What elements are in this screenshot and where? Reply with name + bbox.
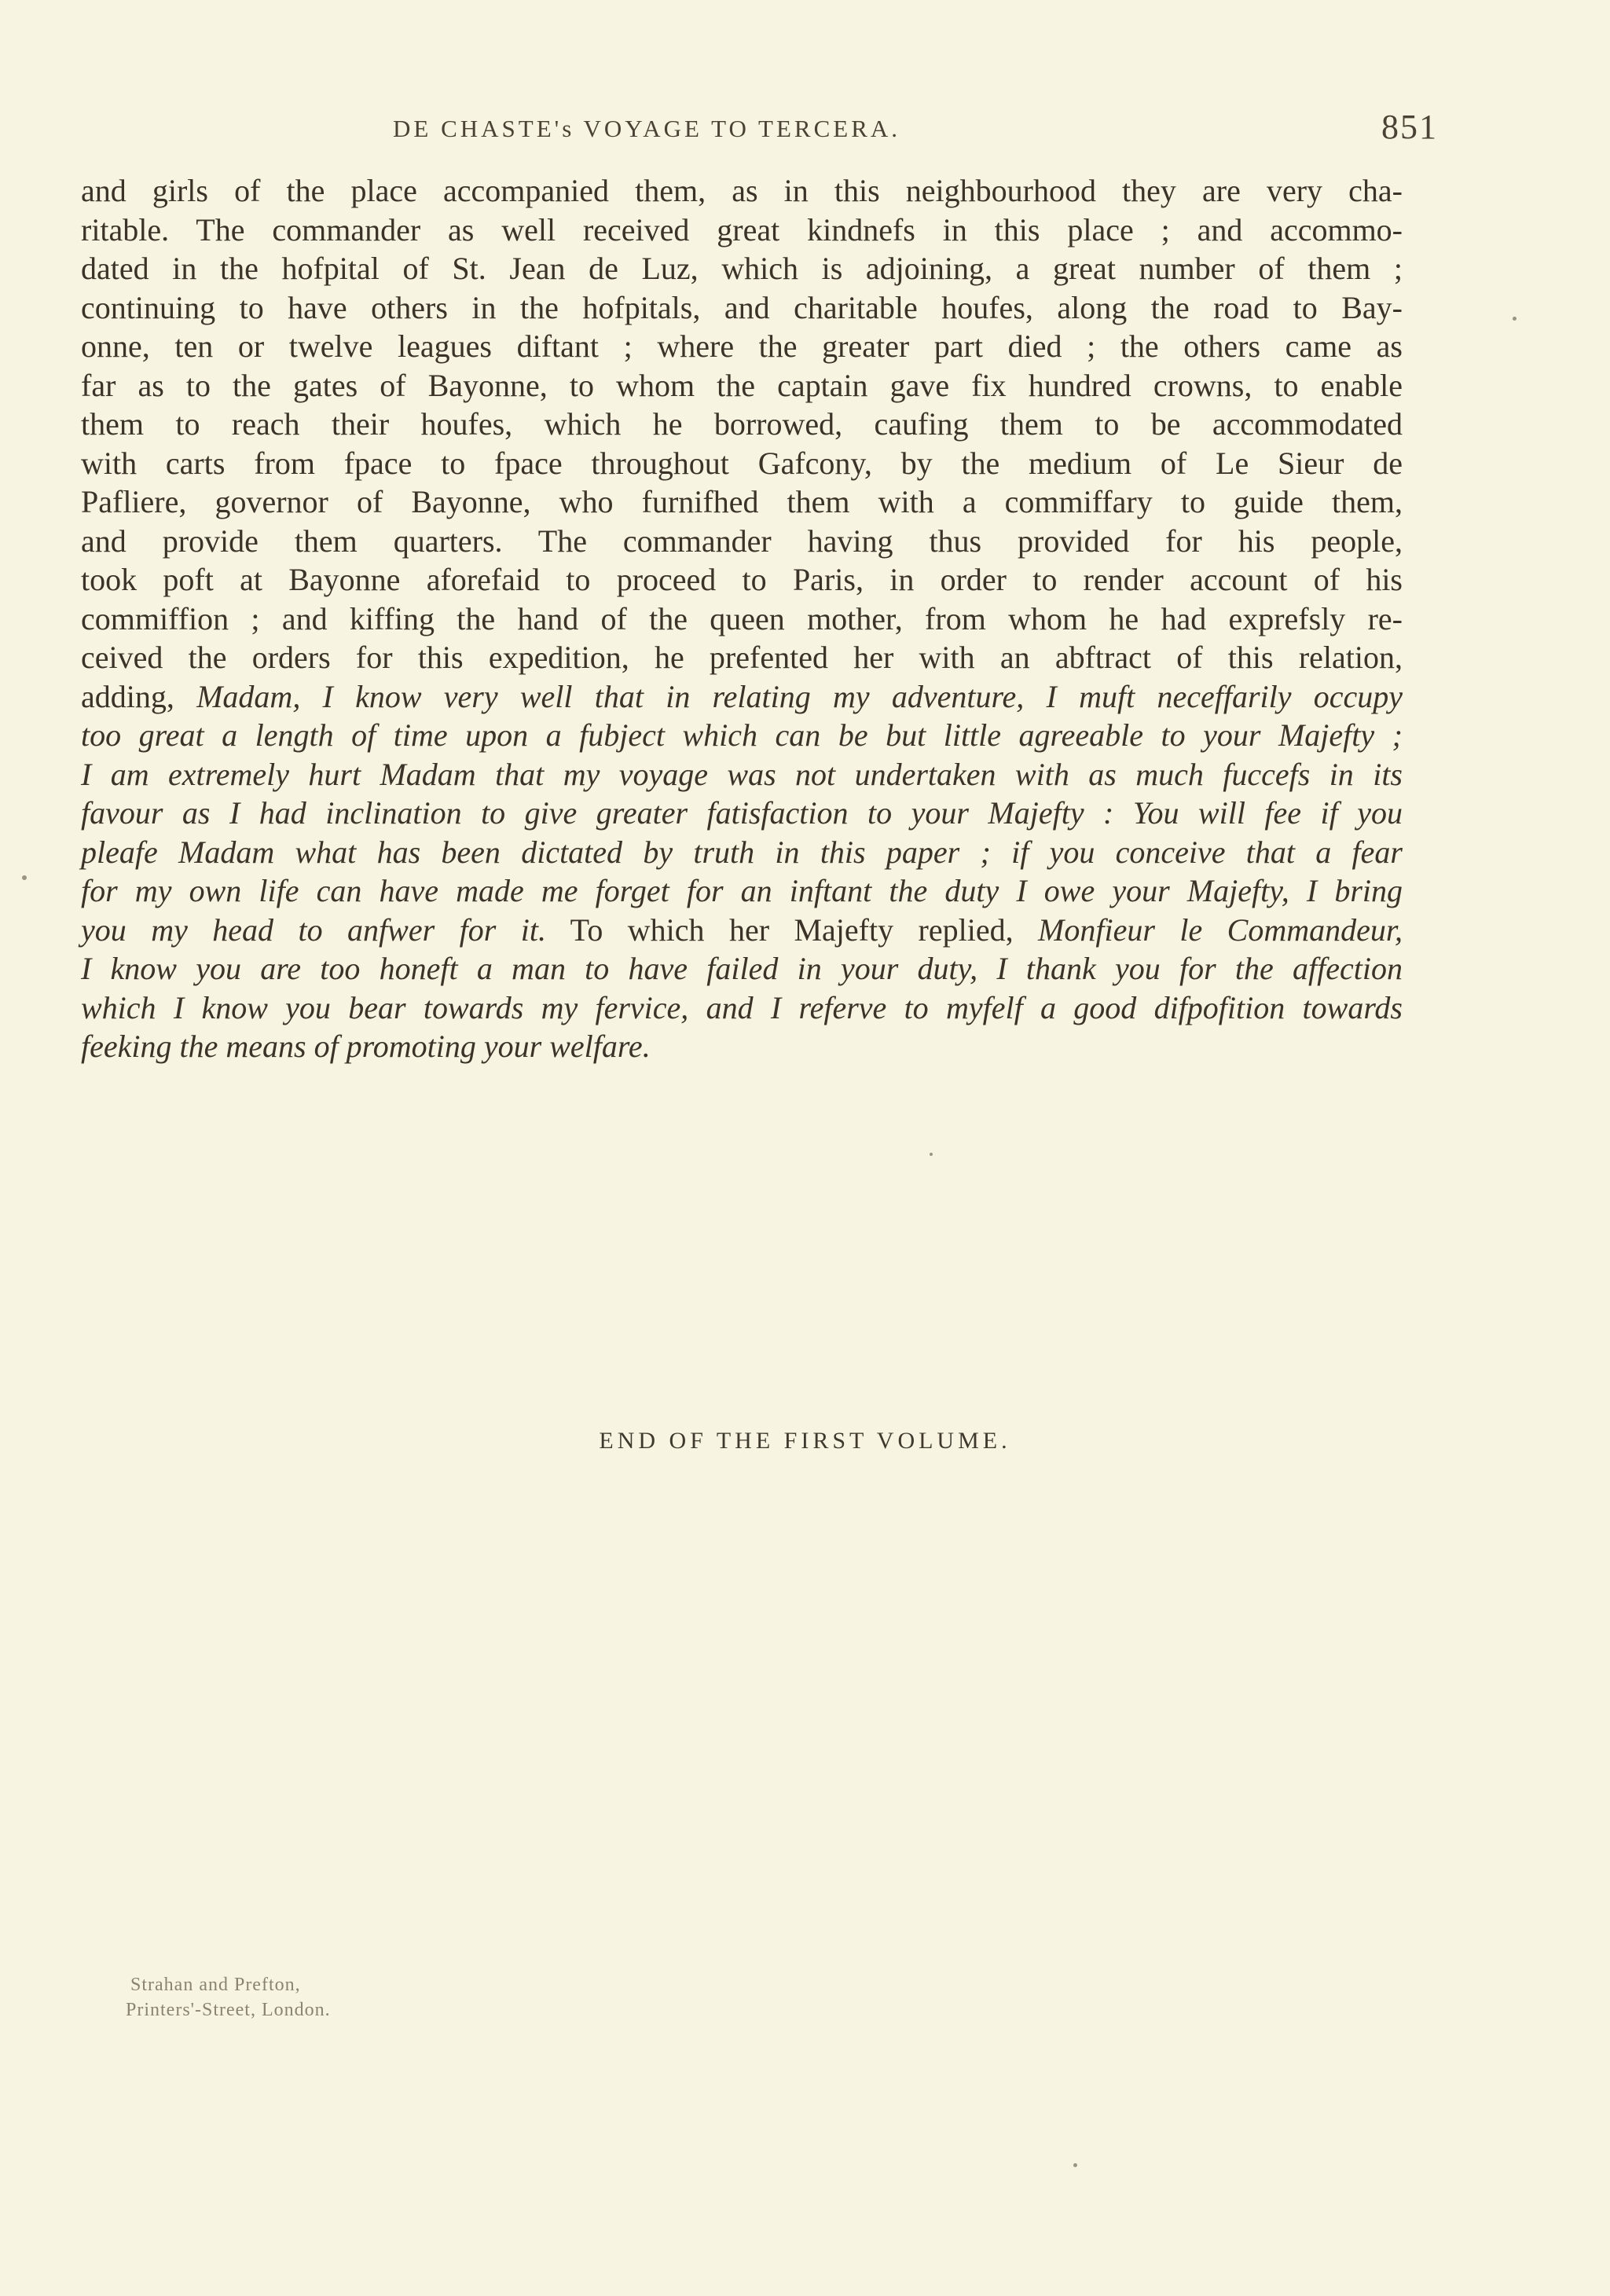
italic-text-run: for my own life can have made me forget for an inftant the duty I owe your Majefty, I bring [81,873,1403,908]
text-line [81,911,1403,950]
text-line [81,560,1403,600]
page-number: 851 [1381,108,1438,146]
italic-text-run: I am extremely hurt Madam that my voyage was not undertaken with as much fuccefs in its [81,756,1403,792]
italic-text-run: I know you are too honeft a man to have failed in your duty, I thank you for the affection [81,951,1403,986]
end-of-volume-note: END OF THE FIRST VOLUME. [599,1428,1011,1454]
text-run: ceived the orders for this expedition, he prefented her with an abftract of this relation, [81,640,1403,675]
paper-speck [22,875,27,880]
text-line [81,249,1403,288]
paper-speck [1513,317,1516,321]
text-line [81,366,1403,405]
text-line [81,1027,1403,1066]
text-line [81,327,1403,366]
italic-text-run: pleafe Madam what has been dictated by truth in this paper ; if you conceive that a fear [81,834,1403,870]
text-run: and provide them quarters. The commander having thus provided for his people, [81,523,1403,559]
text-run: took poft at Bayonne aforefaid to proceed to Paris, in order to render account of his [81,562,1403,597]
text-line [81,871,1403,911]
text-run: ritable. The commander as well received great kindnefs in this place ; and accommo- [81,211,1403,248]
italic-text-run: feeking the means of promoting your welfare. [81,1029,651,1064]
printer-imprint [126,1972,440,2023]
text-run: To which her Majefty replied, [545,911,1039,948]
text-run: dated in the hofpital of St. Jean de Luz, which is adjoining, a great number of them ; [81,251,1403,286]
text-line [81,988,1403,1028]
text-line [81,833,1403,872]
text-run: adding, [81,678,197,714]
text-line [81,794,1403,833]
text-line [81,211,1403,250]
text-line [81,171,1403,211]
text-run: continuing to have others in the hofpitals, and charitable houfes, along the road to Bay- [81,289,1403,325]
text-line [81,482,1403,522]
text-line [81,522,1403,561]
text-line [81,600,1403,639]
italic-text-run: Monfieur le Commandeur, [1038,911,1403,948]
imprint-line-2: Printers'-Street, London. [126,2000,331,2020]
italic-text-run: favour as I had inclination to give greater fatisfaction to your Majefty : You will fee if you [81,795,1403,831]
text-line [81,677,1403,717]
text-line [81,755,1403,794]
italic-text-run: Madam, I know very well that in relating my adventure, I muft neceffarily occupy [196,678,1403,714]
text-run: them to reach their houfes, which he borrowed, caufing them to be accommodated [81,406,1403,442]
text-run: with carts from fpace to fpace throughout Gafcony, by the medium of Le Sieur de [81,445,1403,481]
running-title: DE CHASTE's VOYAGE TO TERCERA. [393,115,901,142]
text-line [81,949,1403,988]
imprint-line-1: Strahan and Prefton, [130,1975,301,1995]
text-run: and girls of the place accompanied them, as in this neighbourhood they are very cha- [81,173,1403,208]
text-line [81,444,1403,483]
text-run: Pafliere, governor of Bayonne, who furnifhed them with a commiffary to guide them, [81,484,1403,519]
text-line [81,638,1403,677]
italic-text-run: too great a length of time upon a fubject which can be but little agreeable to your Majefty ; [81,717,1403,753]
paper-speck [1073,2163,1077,2167]
text-line [81,716,1403,755]
paper-speck [930,1153,933,1156]
body-text [81,171,1403,1066]
text-run: onne, ten or twelve leagues diftant ; where the greater part died ; the others came as [81,328,1403,364]
text-line [81,288,1403,328]
text-run: commiffion ; and kiffing the hand of the queen mother, from whom he had exprefsly re- [81,600,1403,636]
text-run: far as to the gates of Bayonne, to whom the captain gave fix hundred crowns, to enable [81,367,1403,403]
italic-text-run: you my head to anfwer for it. [81,911,546,948]
text-line [81,405,1403,444]
italic-text-run: which I know you bear towards my fervice, and I referve to myfelf a good difpofition towards [81,989,1403,1025]
